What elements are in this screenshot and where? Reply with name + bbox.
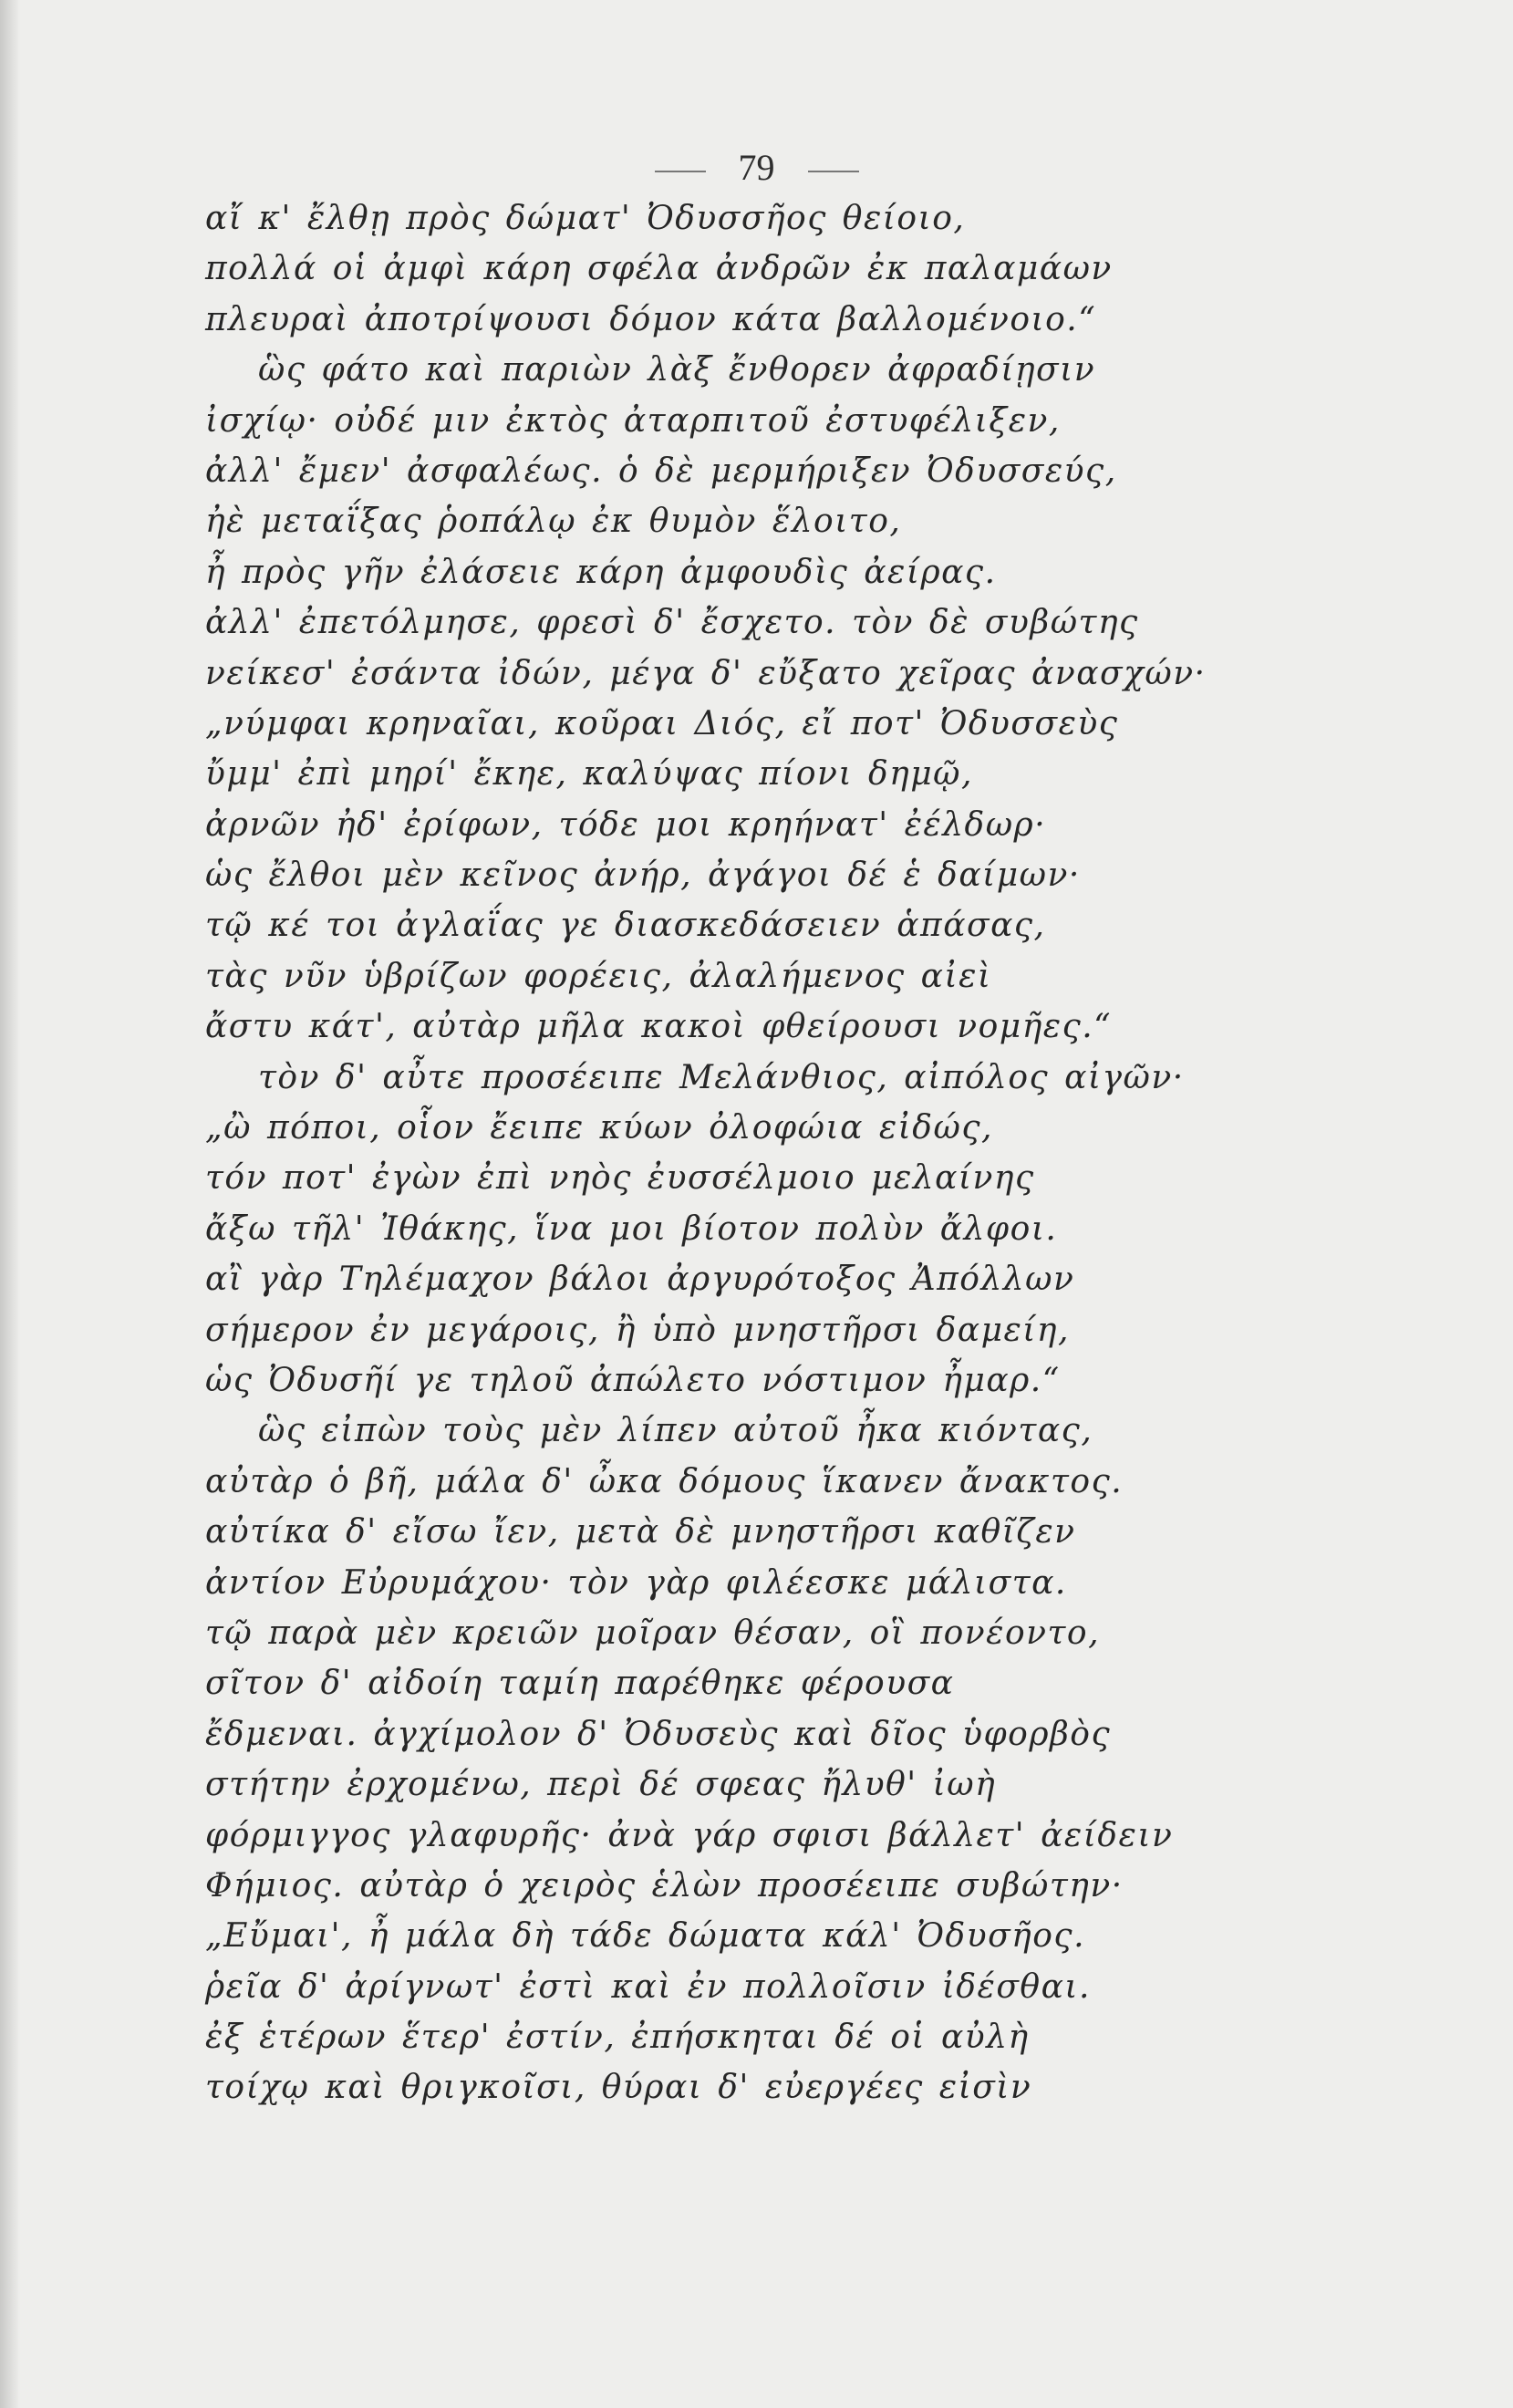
- verse-line: Φήμιος. αὐτὰρ ὁ χειρὸς ἑλὼν προσέειπε συβώτην·: [205, 1866, 1124, 1905]
- verse-line: σήμερον ἐν μεγάροις, ἢ ὑπὸ μνηστῆρσι δαμείη,: [205, 1311, 1070, 1349]
- verse-line: ἔδμεναι. ἀγχίμολον δ' Ὀδυσεὺς καὶ δῖος ὑφορβὸς: [205, 1715, 1112, 1753]
- verse-line: τόν ποτ' ἐγὼν ἐπὶ νηὸς ἐυσσέλμοιο μελαίνης: [205, 1159, 1035, 1198]
- verse-line: πολλά οἱ ἀμφὶ κάρη σφέλα ἀνδρῶν ἐκ παλαμάων: [205, 250, 1113, 288]
- verse-line: „Εὔμαι', ἦ μάλα δὴ τάδε δώματα κάλ' Ὀδυσῆος.: [205, 1917, 1086, 1956]
- verse-line: ἀλλ' ἔμεν' ἀσφαλέως. ὁ δὲ μερμήριξεν Ὀδυσσεύς,: [205, 452, 1117, 490]
- verse-line: φόρμιγγος γλαφυρῆς· ἀνὰ γάρ σφισι βάλλετ' ἀείδειν: [205, 1816, 1174, 1854]
- page-number: 79: [738, 147, 775, 188]
- verse-line: ἦ πρὸς γῆν ἐλάσειε κάρη ἀμφουδὶς ἀείρας.: [205, 553, 997, 591]
- verse-line: ἀντίον Εὐρυμάχου· τὸν γὰρ φιλέεσκε μάλιστα.: [205, 1563, 1067, 1602]
- verse-line: „νύμφαι κρηναῖαι, κοῦραι Διός, εἴ ποτ' Ὀδυσσεὺς: [205, 704, 1119, 742]
- header-dash-right: [808, 171, 859, 172]
- verse-line: αἴ κ' ἔλθῃ πρὸς δώματ' Ὀδυσσῆος θείοιο,: [205, 200, 966, 237]
- verse-line: νείκεσ' ἐσάντα ἰδών, μέγα δ' εὔξατο χεῖρας ἀνασχών·: [205, 654, 1207, 692]
- verse-line: ὣς φάτο καὶ παριὼν λὰξ ἔνθορεν ἀφραδίῃσιν: [258, 351, 1096, 389]
- verse-block: [205, 193, 1409, 2113]
- verse-line: ὡς ἔλθοι μὲν κεῖνος ἀνήρ, ἀγάγοι δέ ἑ δαίμων·: [205, 856, 1081, 895]
- verse-line: τὸν δ' αὖτε προσέειπε Μελάνθιος, αἰπόλος αἰγῶν·: [258, 1058, 1185, 1096]
- verse-line: αὐτίκα δ' εἴσω ἴεν, μετὰ δὲ μνηστῆρσι καθῖζεν: [205, 1513, 1076, 1552]
- verse-line: ἰσχίῳ· οὐδέ μιν ἐκτὸς ἀταρπιτοῦ ἐστυφέλιξεν,: [205, 401, 1061, 440]
- verse-line: ἀλλ' ἐπετόλμησε, φρεσὶ δ' ἔσχετο. τὸν δὲ συβώτης: [205, 604, 1139, 642]
- verse-line: ἠὲ μεταΐξας ῥοπάλῳ ἐκ θυμὸν ἕλοιτο,: [205, 503, 902, 541]
- page-gutter-shadow: [0, 0, 20, 2408]
- verse-line: αὐτὰρ ὁ βῆ, μάλα δ' ὦκα δόμους ἵκανεν ἄνακτος.: [205, 1462, 1124, 1500]
- header-dash-left: [655, 171, 706, 172]
- verse-line: „ὢ πόποι, οἷον ἔειπε κύων ὀλοφώια εἰδώς,: [205, 1109, 993, 1147]
- verse-line: ὡς Ὀδυσῆί γε τηλοῦ ἀπώλετο νόστιμον ἦμαρ.“: [205, 1361, 1061, 1399]
- verse-line: αἲ γὰρ Τηλέμαχον βάλοι ἀργυρότοξος Ἀπόλλων: [205, 1261, 1075, 1299]
- verse-line: ἐξ ἑτέρων ἕτερ' ἐστίν, ἐπήσκηται δέ οἱ αὐλὴ: [205, 2019, 1030, 2057]
- verse-line: ὔμμ' ἐπὶ μηρί' ἔκηε, καλύψας πίονι δημῷ,: [205, 755, 973, 794]
- verse-line: τὰς νῦν ὑβρίζων φορέεις, ἀλαλήμενος αἰεὶ: [205, 957, 992, 995]
- verse-line: ῥεῖα δ' ἀρίγνωτ' ἐστὶ καὶ ἐν πολλοῖσιν ἰδέσθαι.: [205, 1967, 1091, 2006]
- verse-line: ὣς εἰπὼν τοὺς μὲν λίπεν αὐτοῦ ἦκα κιόντας,: [258, 1412, 1093, 1450]
- verse-line: σῖτον δ' αἰδοίη ταμίη παρέθηκε φέρουσα: [205, 1665, 955, 1703]
- page-header: [0, 146, 1513, 201]
- verse-line: τῷ κέ τοι ἀγλαΐας γε διασκεδάσειεν ἁπάσας,: [205, 907, 1046, 945]
- verse-line: στήτην ἐρχομένω, περὶ δέ σφεας ἤλυθ' ἰωὴ: [205, 1766, 997, 1804]
- verse-line: ἀρνῶν ἠδ' ἐρίφων, τόδε μοι κρηήνατ' ἐέλδωρ·: [205, 805, 1047, 844]
- verse-line: πλευραὶ ἀποτρίψουσι δόμον κάτα βαλλομένοιο.“: [205, 300, 1097, 338]
- verse-line: ἄξω τῆλ' Ἰθάκης, ἵνα μοι βίοτον πολὺν ἄλφοι.: [205, 1209, 1058, 1248]
- verse-line: τῷ παρὰ μὲν κρειῶν μοῖραν θέσαν, οἳ πονέοντο,: [205, 1614, 1101, 1652]
- verse-line: ἄστυ κάτ', αὐτὰρ μῆλα κακοὶ φθείρουσι νομῆες.“: [205, 1008, 1113, 1046]
- verse-line: τοίχῳ καὶ θριγκοῖσι, θύραι δ' εὐεργέες εἰσὶν: [205, 2069, 1032, 2107]
